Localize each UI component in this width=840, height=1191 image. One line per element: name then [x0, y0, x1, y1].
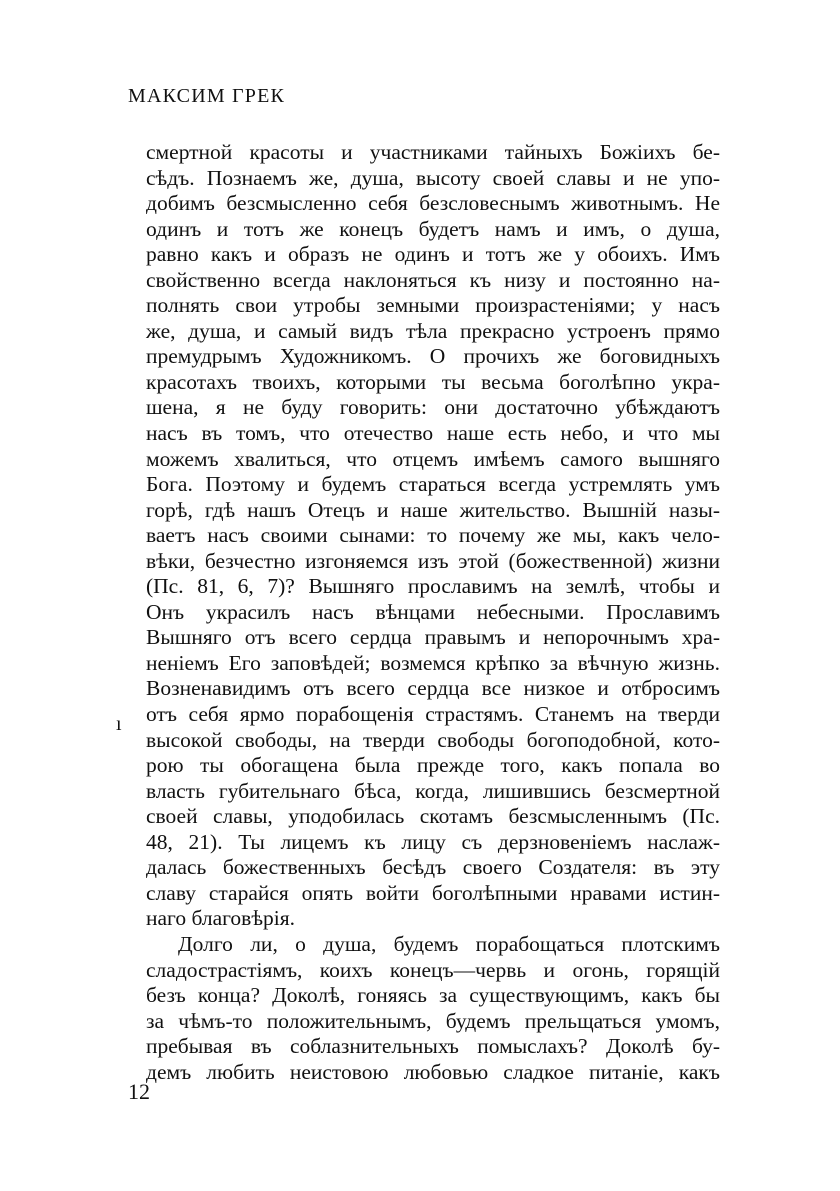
text-line: Онъ украсилъ насъ вѣнцами небесными. Прославимъ	[146, 599, 720, 624]
running-title: МАКСИМ ГРЕК	[128, 85, 286, 107]
text-line: отъ себя ярмо порабощенія страстямъ. Станемъ на тверди	[146, 702, 720, 727]
text-line: Бога. Поэтому и будемъ стараться всегда устремлять умъ	[146, 472, 720, 497]
text-line: премудрымъ Художникомъ. О прочихъ же боговидныхъ	[146, 344, 720, 369]
body-text	[146, 140, 720, 1085]
text-line: равно какъ и образъ не одинъ и тотъ же у обоихъ. Имъ	[146, 242, 720, 267]
text-line: одинъ и тотъ же конецъ будетъ намъ и имъ, о душа,	[146, 216, 720, 241]
text-line: Возненавидимъ отъ всего сердца все низкое и отбросимъ	[146, 676, 720, 701]
text-line: сѣдъ. Познаемъ же, душа, высоту своей славы и не упо-	[146, 165, 720, 190]
text-line: наго благовѣрія.	[146, 906, 295, 931]
text-line: далась божественныхъ бесѣдъ своего Создателя: въ эту	[146, 855, 720, 880]
text-line: (Пс. 81, 6, 7)? Вышняго прославимъ на землѣ, чтобы и	[146, 574, 720, 599]
text-line: 48, 21). Ты лицемъ къ лицу съ дерзновеніемъ наслаж-	[146, 829, 720, 854]
text-line: Вышняго отъ всего сердца правымъ и непорочнымъ хра-	[146, 625, 720, 650]
text-line: полнять свои утробы земными произрастеніями; у насъ	[146, 293, 720, 318]
text-line: добимъ безсмысленно себя безсловеснымъ животнымъ. Не	[146, 191, 720, 216]
text-line: своей славы, уподобилась скотамъ безсмысленнымъ (Пс.	[146, 804, 720, 829]
text-line: сладострастіямъ, коихъ конецъ—червь и огонь, горящій	[146, 957, 720, 982]
text-line: Долго ли, о душа, будемъ порабощаться плотскимъ	[178, 931, 720, 956]
text-line: смертной красоты и участниками тайныхъ Божіихъ бе-	[146, 140, 720, 164]
paragraph-1	[146, 140, 720, 932]
page-number: 12	[128, 1079, 150, 1104]
text-line: вѣки, безчестно изгоняемся изъ этой (божественной) жизни	[146, 548, 720, 573]
text-line: же, душа, и самый видъ тѣла прекрасно устроенъ прямо	[146, 318, 720, 343]
text-line: демъ любить неистовою любовью сладкое питаніе, какъ	[146, 1059, 720, 1084]
text-line: высокой свободы, на тверди свободы богоподобной, кото-	[146, 727, 720, 752]
text-line: горѣ, гдѣ нашъ Отецъ и наше жительство. Вышній назы-	[146, 497, 720, 522]
text-line: свойственно всегда наклоняться къ низу и постоянно на-	[146, 267, 720, 292]
text-line: можемъ хвалиться, что отцемъ имѣемъ самого вышняго	[146, 446, 720, 471]
text-line: неніемъ Его заповѣдей; возмемся крѣпко за вѣчную жизнь.	[146, 650, 720, 675]
text-line: красотахъ твоихъ, которыми ты весьма боголѣпно укра-	[146, 369, 720, 394]
text-line: пребывая въ соблазнительныхъ помыслахъ? Доколѣ бу-	[146, 1034, 720, 1059]
text-line: за чѣмъ-то положительнымъ, будемъ прельщаться умомъ,	[146, 1008, 720, 1033]
text-line: власть губительнаго бѣса, когда, лишившись безсмертной	[146, 778, 720, 803]
paragraph-2	[146, 932, 720, 1085]
text-line: рою ты обогащена была прежде того, какъ попала во	[146, 753, 720, 778]
text-line: ваетъ насъ своими сынами: то почему же мы, какъ чело-	[146, 523, 720, 548]
text-line: славу старайся опять войти боголѣпными нравами истин-	[146, 880, 720, 905]
text-line: безъ конца? Доколѣ, гоняясь за существующимъ, какъ бы	[146, 983, 720, 1008]
text-line: шена, я не буду говорить: они достаточно убѣждаютъ	[146, 395, 720, 420]
margin-mark: ı	[116, 713, 122, 735]
text-line: насъ въ томъ, что отечество наше есть небо, и что мы	[146, 421, 720, 446]
